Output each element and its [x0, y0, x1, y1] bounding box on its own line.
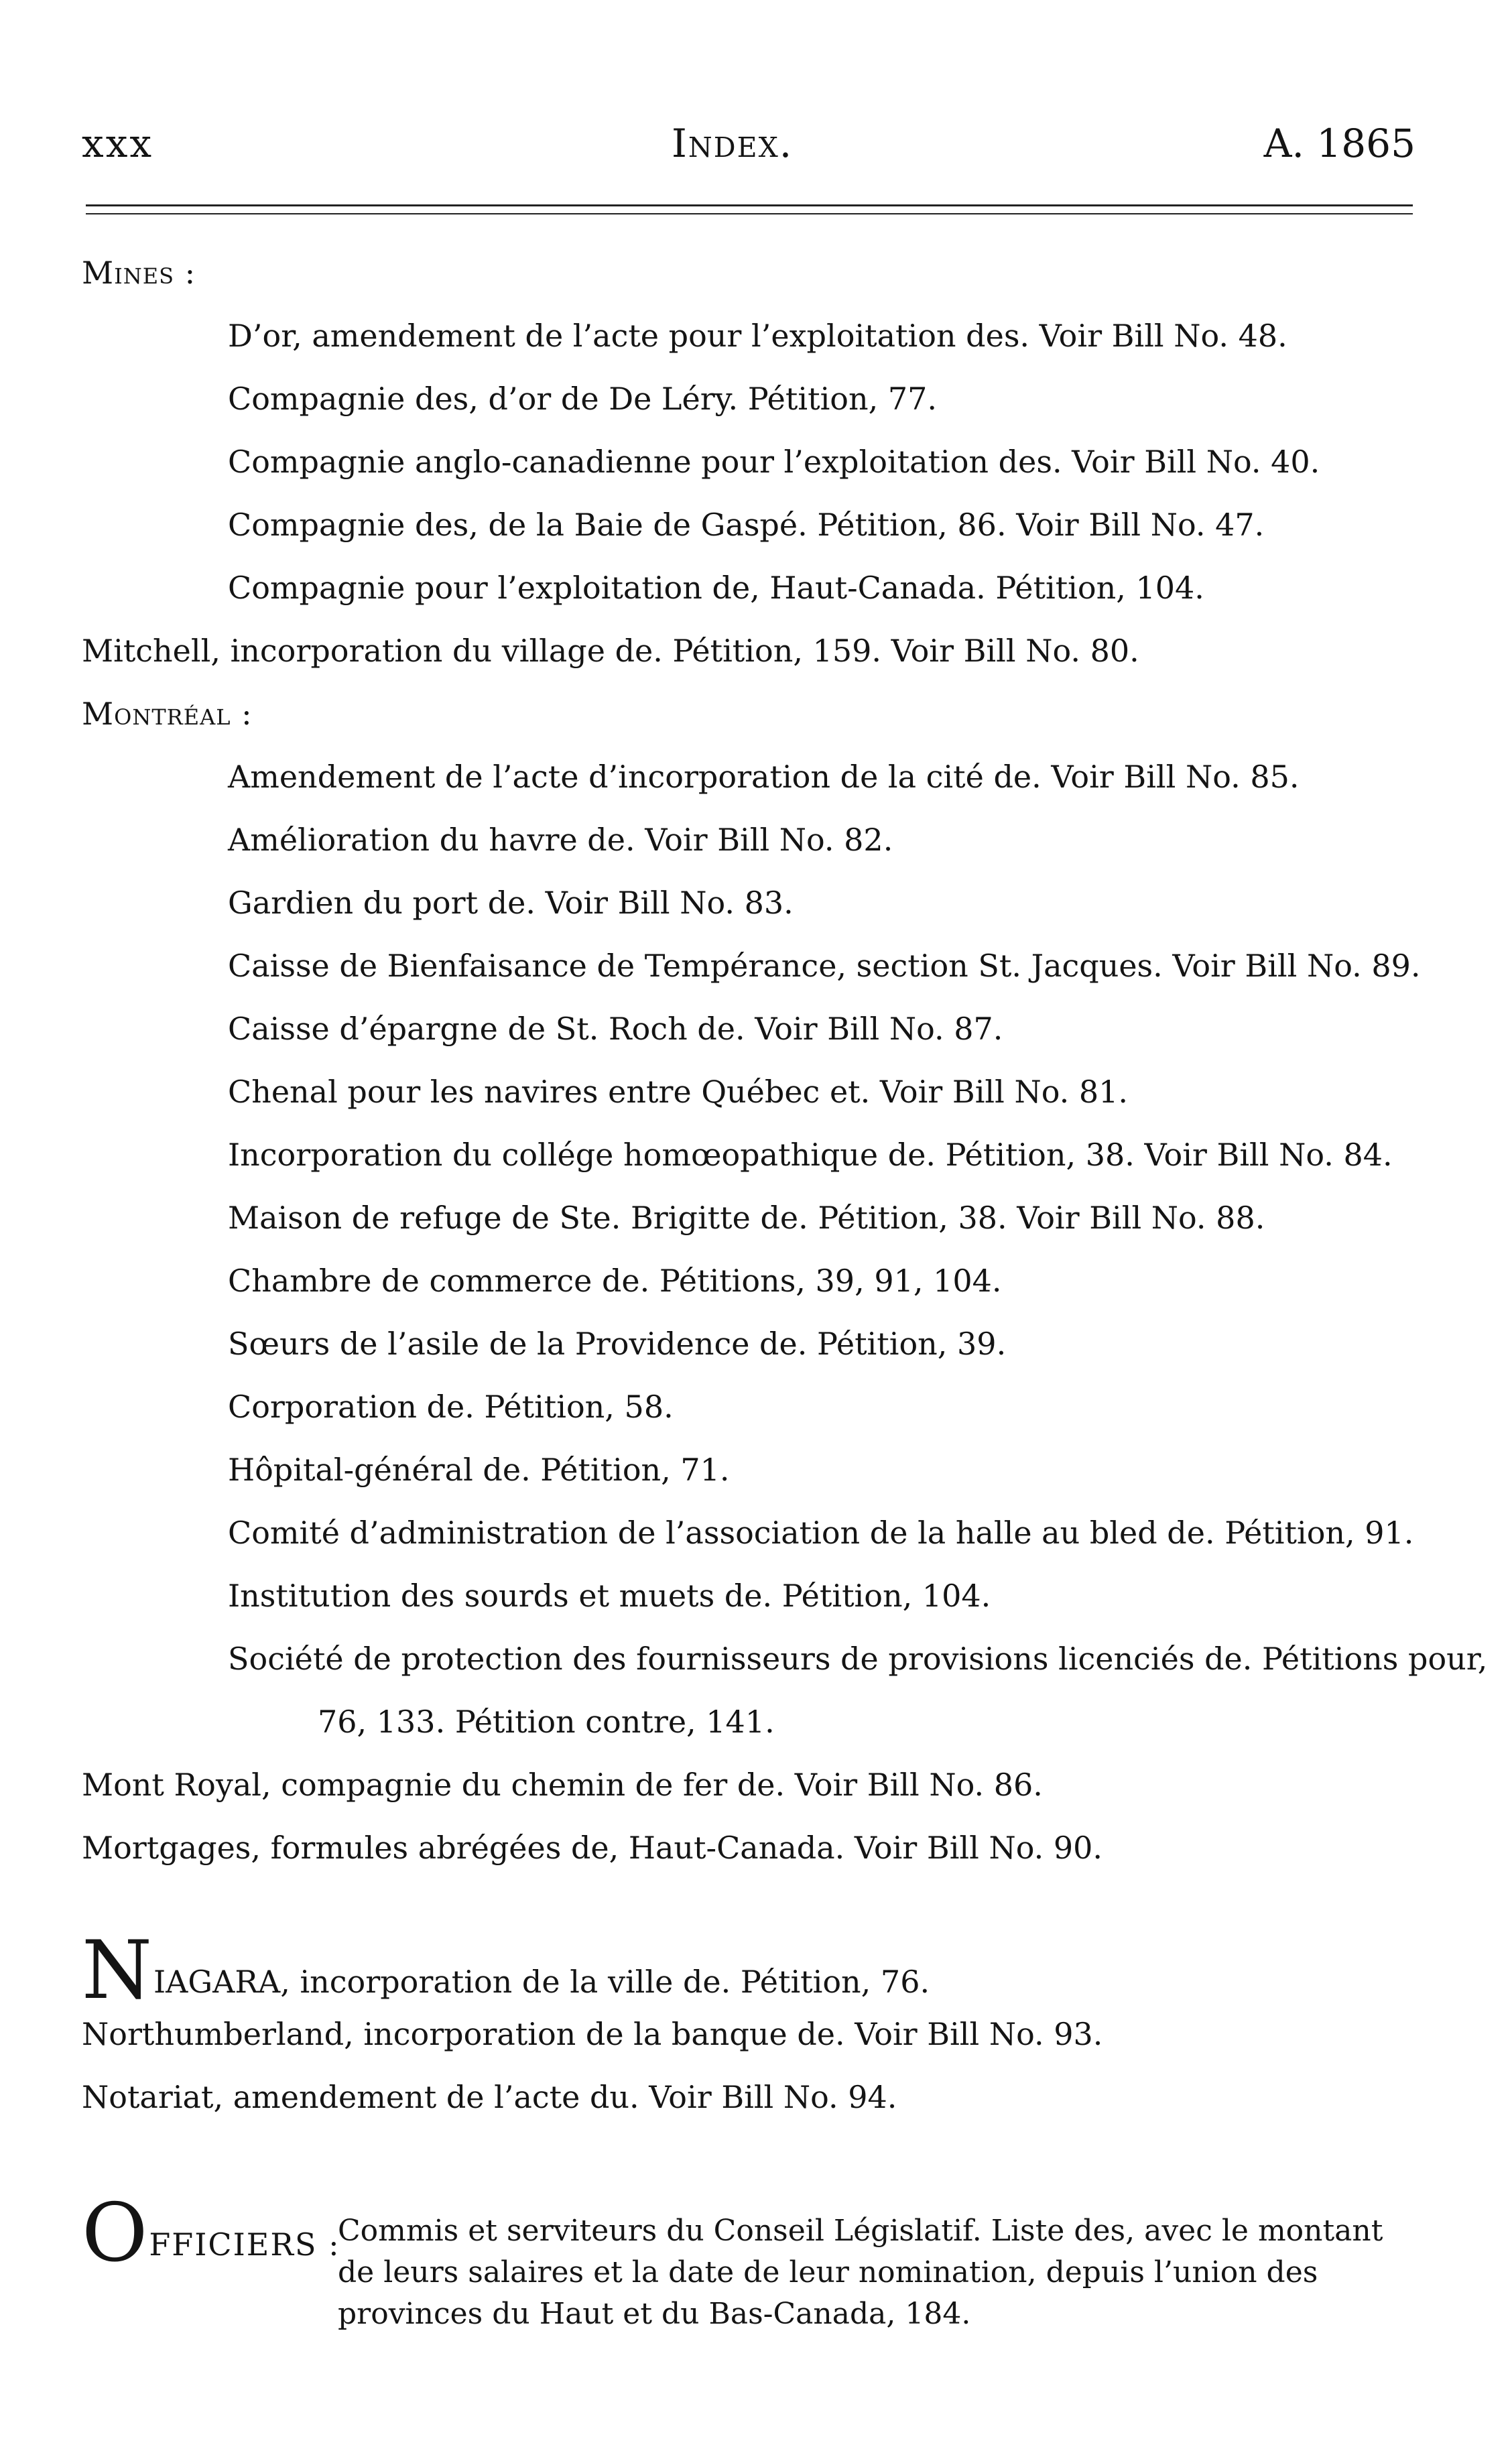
section-gap-n [82, 1879, 1415, 1940]
entry-officiers-heading [82, 2187, 340, 2280]
entry-northumberland: Northumberland, incorporation de la banque de. Voir Bill No. 93. [82, 2016, 1103, 2052]
entry-mitchell: Mitchell, incorporation du village de. Pétition, 159. Voir Bill No. 80. [82, 633, 1139, 669]
subentry-mines-1: D’or, amendement de l’acte pour l’exploitation des. Voir Bill No. 48. [228, 318, 1287, 354]
subentry-montreal-12: Hôpital-général de. Pétition, 71. [228, 1452, 730, 1488]
subentry-mines-4: Compagnie des, de la Baie de Gaspé. Pétition, 86. Voir Bill No. 47. [228, 507, 1265, 543]
subentry-montreal-15-continuation: 76, 133. Pétition contre, 141. [318, 1704, 775, 1740]
subentry-montreal-3: Gardien du port de. Voir Bill No. 83. [228, 885, 794, 921]
header-rule-bottom [86, 213, 1413, 214]
subentry-montreal-1: Amendement de l’acte d’incorporation de la cité de. Voir Bill No. 85. [228, 759, 1300, 795]
subentry-montreal-13: Comité d’administration de l’association de la halle au bled de. Pétition, 91. [228, 1515, 1414, 1551]
subentry-montreal-9: Chambre de commerce de. Pétitions, 39, 91, 104. [228, 1263, 1002, 1299]
subentry-montreal-2: Amélioration du havre de. Voir Bill No. 82. [228, 822, 893, 858]
entry-niagara-text: IAGARA, incorporation de la ville de. Pétition, 76. [153, 1964, 930, 2000]
subentry-montreal-5: Caisse d’épargne de St. Roch de. Voir Bill No. 87. [228, 1011, 1003, 1047]
entry-mortgages: Mortgages, formules abrégées de, Haut-Canada. Voir Bill No. 90. [82, 1830, 1102, 1866]
subentry-mines-3: Compagnie anglo-canadienne pour l’exploitation des. Voir Bill No. 40. [228, 444, 1320, 480]
entry-officiers-label: FFICIERS : [149, 2226, 340, 2263]
subentry-montreal-7: Incorporation du collége homœopathique de. Pétition, 38. Voir Bill No. 84. [228, 1137, 1393, 1173]
page-header [82, 107, 1415, 181]
section-gap-o [82, 2129, 1415, 2189]
page-title: Index. [672, 121, 794, 166]
subentry-montreal-15: Société de protection des fournisseurs de provisions licenciés de. Pétitions pour, [228, 1641, 1488, 1677]
dropcap-n: N [82, 1924, 152, 2017]
page-year: A. 1865 [1263, 121, 1415, 166]
dropcap-o: O [82, 2187, 148, 2280]
entry-officiers [82, 2187, 1415, 2363]
index-entries [82, 241, 1488, 2363]
entry-officiers-text: Commis et serviteurs du Conseil Législatif. Liste des, avec le montant de leurs salaires et la date de leur nomination, depuis l’union des provinces du Haut et du Bas-Canada, 184. [338, 2214, 1383, 2331]
subentry-montreal-8: Maison de refuge de Ste. Brigitte de. Pétition, 38. Voir Bill No. 88. [228, 1200, 1265, 1236]
entry-niagara [82, 1924, 1415, 2017]
entry-heading-montreal: Montréal : [82, 696, 253, 732]
entry-notariat: Notariat, amendement de l’acte du. Voir Bill No. 94. [82, 2079, 897, 2115]
header-rule-top [86, 204, 1413, 206]
entry-mont-royal: Mont Royal, compagnie du chemin de fer de. Voir Bill No. 86. [82, 1767, 1043, 1803]
subentry-montreal-6: Chenal pour les navires entre Québec et. Voir Bill No. 81. [228, 1074, 1129, 1110]
subentry-montreal-10: Sœurs de l’asile de la Providence de. Pétition, 39. [228, 1326, 1007, 1362]
subentry-mines-5: Compagnie pour l’exploitation de, Haut-Canada. Pétition, 104. [228, 570, 1204, 606]
subentry-montreal-11: Corporation de. Pétition, 58. [228, 1389, 674, 1425]
subentry-montreal-14: Institution des sourds et muets de. Pétition, 104. [228, 1578, 991, 1614]
page-number: xxx [82, 121, 154, 166]
subentry-mines-2: Compagnie des, d’or de De Léry. Pétition, 77. [228, 381, 938, 417]
entry-heading-mines: Mines : [82, 255, 196, 291]
subentry-montreal-4: Caisse de Bienfaisance de Tempérance, section St. Jacques. Voir Bill No. 89. [228, 948, 1421, 984]
